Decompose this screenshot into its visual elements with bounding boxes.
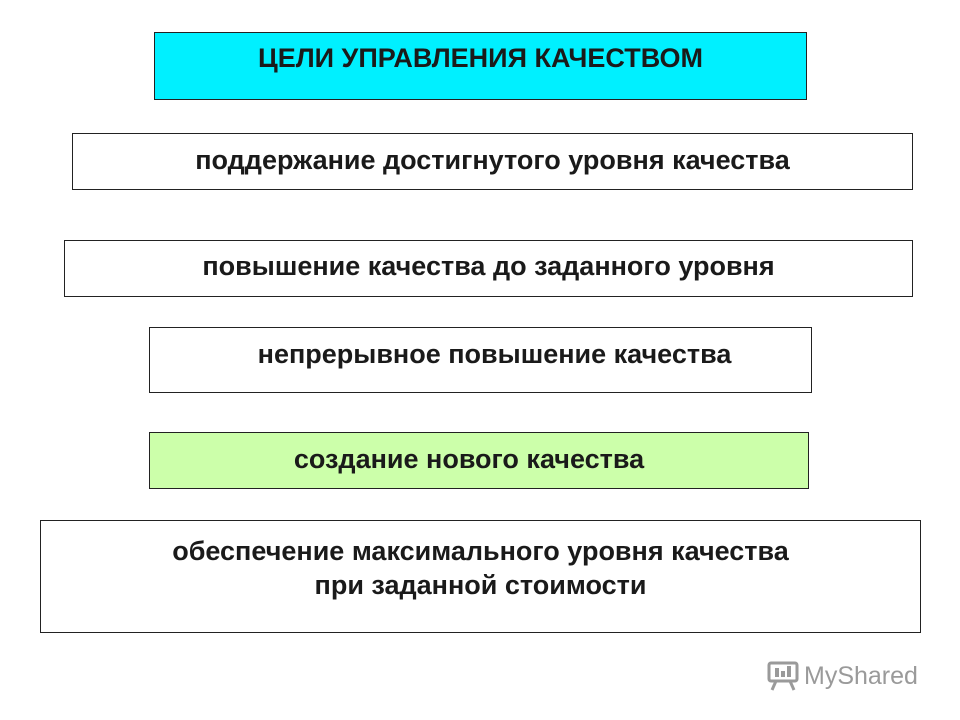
goal-text: создание нового качества [293,444,645,474]
goal-box-new-quality [149,432,809,489]
goal-box-max-quality-at-cost [40,520,921,633]
watermark [766,656,926,696]
goal-text: поддержание достигнутого уровня качества [195,145,790,175]
goal-box-maintain [72,133,913,190]
goal-text-line-2: при заданной стоимости [314,570,647,600]
goal-text: повышение качества до заданного уровня [202,251,775,281]
goal-box-continuous-improvement [149,327,812,393]
watermark-text: MyShared [804,661,918,690]
presentation-board-icon [766,659,800,693]
goal-text-line-1: обеспечение максимального уровня качества [172,536,789,566]
goal-box-raise-to-level [64,240,913,297]
goal-text: непрерывное повышение качества [257,339,732,369]
diagram-title-box [154,32,807,100]
diagram-title: ЦЕЛИ УПРАВЛЕНИЯ КАЧЕСТВОМ [257,43,704,73]
